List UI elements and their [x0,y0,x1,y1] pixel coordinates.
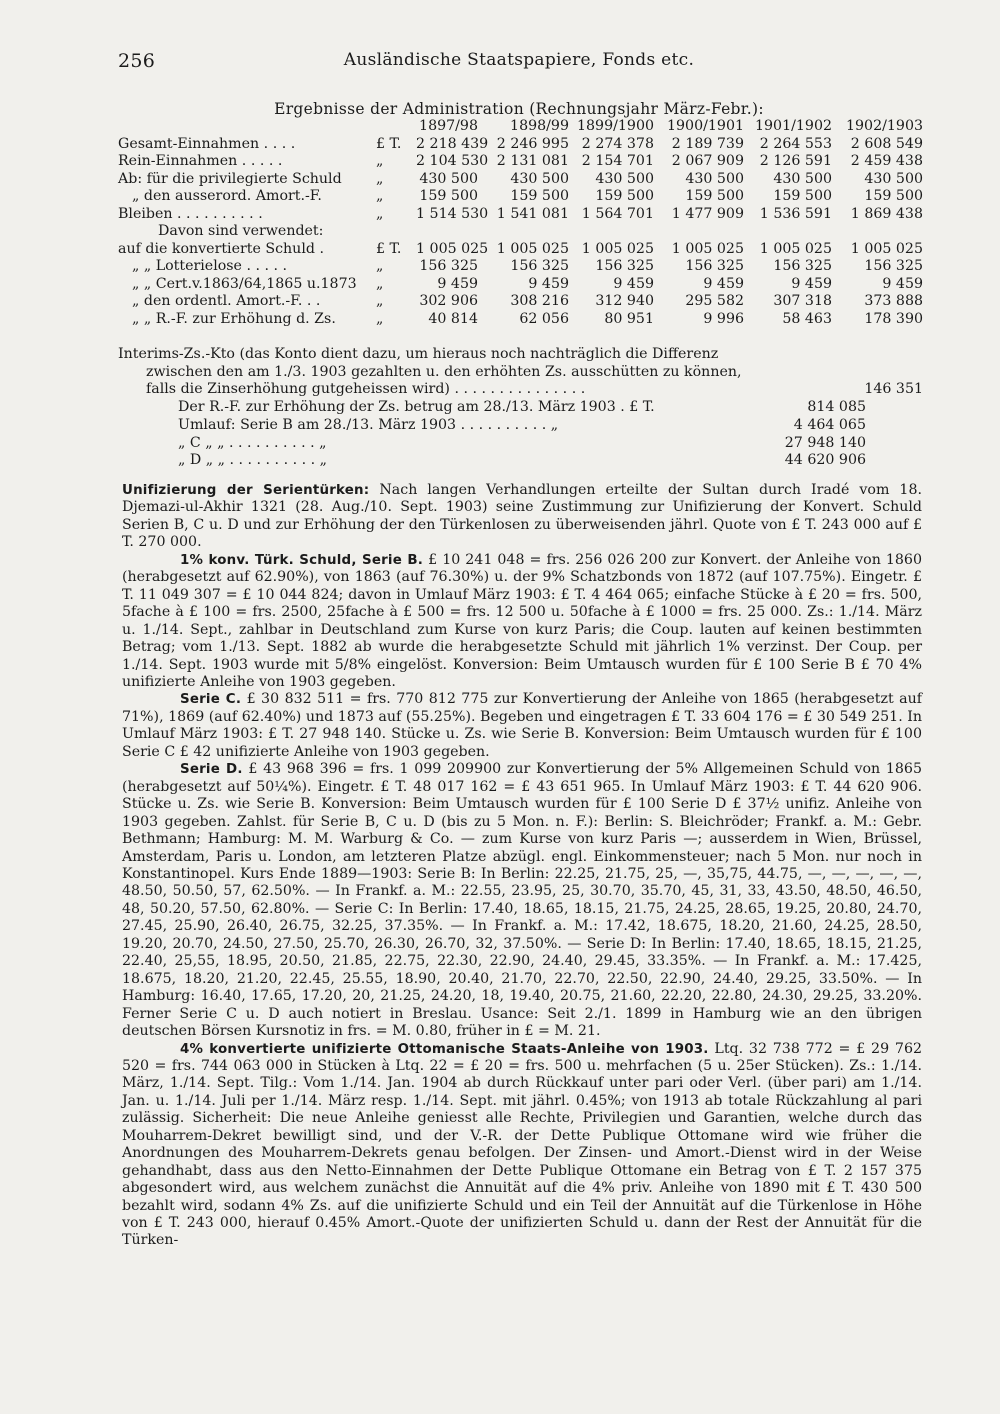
interims-line-1: Interims-Zs.-Kto (das Konto dient dazu, um hieraus noch nachträglich die Differenz [118,346,719,362]
row-value: 302 906 [419,293,478,309]
row-value: 156 325 [773,258,832,274]
row-value: 1 541 081 [496,205,569,222]
heading-unifizierung: Unifizierung der Serientürken: [122,483,370,498]
year-header: 1899/1900 [577,118,654,134]
row-value: 1 514 530 [416,205,489,222]
paragraph-serie-d [122,761,922,1040]
text-anleihe-1903: Ltq. 32 738 772 = £ 29 762 520 = frs. 744 063 000 in Stücken à Ltq. 22 = £ 20 = frs. 500 u. mehrfachen (5 u. 25er Stücken). Zs.: 1./14. März, 1./14. Sept. Tilg.: Vom 1./14. Jan. 1904 ab durch Rückkauf unter pari oder Verl. (über pari) am 1./14. Jan. u. 1./14. Juli per 1./14. März resp. 1./14. Sept. mit jährl. 0.45%; von 1913 ab totale Rückzahlung al pari zulässig. Sicherheit: Die neue Anleihe geniesst alle Rechte, Privilegien und Garantien, welche durch das Mouharrem-Dekret bewilligt sind, und der V.-R. der Dette Publique Ottomane wird wie früher die Anordnungen des Mouharrem-Dekrets genau befolgen. Der Zinsen- und Amort.-Dienst wird in der Weise gehandhabt, dass aus den Netto-Einnahmen der Dette Publique Ottomane ein Betrag von £ T. 2 157 375 abgesondert wird, aus welchem zunächst die Annuität auf die 4% priv. Anleihe von 1890 mit £ T. 430 500 bezahlt wird, sodann 4% Zs. auf die unifizierte Schuld und ein Teil der Annuität auf die Türkenlose in Höhe von £ T. 243 000, hierauf 0.45% Amort.-Quote der unifizierten Schuld u. dann der Rest der Annuität für die Türken- [122,1040,922,1249]
row-value: 156 325 [419,258,478,274]
row-value: 430 500 [685,170,744,187]
row-value: 430 500 [773,170,832,187]
row-value: 1 005 025 [759,240,832,257]
row-unit: „ [376,205,384,222]
row-value: 156 325 [595,258,654,274]
row-unit: „ [376,258,384,274]
row-value: 58 463 [782,310,832,327]
page-number: 256 [118,50,156,72]
heading-serie-b: 1% konv. Türk. Schuld, Serie B. [180,552,424,568]
row-unit: „ [376,275,384,292]
year-header: 1897/98 [419,118,478,134]
header-spacer [376,118,416,136]
text-serie-b: £ 10 241 048 = frs. 256 026 200 zur Konvert. der Anleihe von 1860 (herabgesetzt auf 62.90%), von 1863 (auf 76.30%) u. der 9% Schatzbonds von 1872 (auf 107.75%). Eingetr. £ T. 11 049 307 = £ 10 044 824; davon in Umlauf März 1903: £ T. 4 464 065; einfache Stücke à £ 20 = frs. 500, 5fache à £ 100 = frs. 2500, 25fache à £ 500 = frs. 12 500 u. 50fache à £ 1000 = frs. 25 000. Zs.: 1./14. März u. 1./14. Sept., zahlbar in Deutschland zum Kurse von kurz Paris; die Coup. lauten auf keinen bestimmten Betrag; vom 1./13. Sept. 1882 ab wurde die herabgesetzte Schuld mit jährlich 1% verzinst. Der Coup. per 1./14. Sept. 1903 wurde mit 5/8% eingelöst. Konversion: Beim Umtausch wurden für £ 100 Serie B £ 70 4% unifizierte Anleihe von 1903 gegeben. [122,551,922,690]
row-label: „ den ausserord. Amort.-F. [132,188,322,204]
row-value: 2 264 553 [759,135,832,152]
reserve-row [178,452,866,470]
page-header [118,50,920,76]
row-value: 1 005 025 [496,240,569,257]
paragraph-unifizierung [122,482,922,552]
year-header: 1901/1902 [755,118,832,134]
row-value: 80 951 [604,310,654,327]
row-value: 159 500 [595,188,654,204]
row-value: 2 104 530 [416,153,489,169]
reserve-value: 27 948 140 [784,434,866,451]
row-value: 9 459 [703,275,744,292]
paragraph-anleihe-1903 [122,1041,922,1250]
subheading: Davon sind verwendet: [158,223,324,239]
row-value: 430 500 [864,170,923,187]
row-value: 156 325 [864,258,923,274]
row-unit: „ [376,310,384,327]
row-unit: „ [376,293,384,309]
row-value: 2 608 549 [850,135,923,152]
row-label: „ „ R.-F. zur Erhöhung d. Zs. [132,310,336,327]
row-value: 178 390 [864,310,923,327]
row-value: 2 067 909 [671,153,744,169]
interims-note [118,346,923,399]
reserve-label: „ C „ „ . . . . . . . . . . „ [178,434,327,451]
row-value: 9 996 [703,310,744,327]
table-row [118,136,923,154]
row-value: 159 500 [510,188,569,204]
body-text [122,482,922,1250]
heading-anleihe-1903: 4% konvertierte unifizierte Ottomanische Staats-Anleihe von 1903. [180,1041,709,1057]
interims-line-3: falls die Zinserhöhung gutgeheissen wird) . . . . . . . . . . . . . . . [146,381,586,397]
row-value: 312 940 [595,293,654,309]
table-row [118,276,923,294]
row-value: 159 500 [685,188,744,204]
reserve-value: 4 464 065 [793,416,866,433]
row-label: „ den ordentl. Amort.-F. . . [132,293,321,309]
row-value: 9 459 [437,275,478,292]
text-serie-d: £ 43 968 396 = frs. 1 099 209900 zur Konvertierung der 5% Allgemeinen Schuld von 1865 (herabgesetzt auf 50¼%). Eingetr. £ T. 48 017 162 = £ 43 651 965. In Umlauf März 1903: £ T. 44 620 906. Stücke u. Zs. wie Serie B. Konversion: Beim Umtausch wurden für £ 100 Serie D £ 37½ unifiz. Anleihe von 1903 gegeben. Zahlst. für Serie B, C u. D (bis zu 5 Mon. n. F.): Berlin: S. Bleichröder; Frankf. a. M.: Gebr. Bethmann; Hamburg: M. M. Warburg & Co. — zum Kurse von kurz Paris —; ausserdem in Wien, Brüssel, Amsterdam, Paris u. London, am letzteren Platze abzügl. engl. Einkommensteuer; nach 5 Mon. nur noch in Konstantinopel. Kurs Ende 1889—1903: Serie B: In Berlin: 22.25, 21.75, 25, —, 35,75, 44.75, —, —, —, —, —, 48.50, 50.50, 57, 62.50%. — In Frankf. a. M.: 22.55, 23.95, 25, 30.70, 35.70, 45, 31, 33, 43.50, 48.50, 46.50, 48, 50.20, 57.50, 62.80%. — Serie C: In Berlin: 17.40, 18.65, 18.15, 21.75, 24.25, 28.65, 19.25, 20.80, 24.70, 27.45, 25.90, 26.40, 26.75, 32.25, 37.35%. — In Frankf. a. M.: 17.42, 18.675, 18.20, 21.60, 24.25, 28.50, 19.20, 20.70, 24.50, 27.50, 25.70, 26.30, 26.70, 32, 37.50%. — Serie D: In Berlin: 17.40, 18.65, 18.15, 21.25, 22.40, 25,55, 18.95, 20.50, 21.85, 22.75, 22.30, 22.90, 24.40, 29.45, 33.35%. — In Frankf. a. M.: 17.425, 18.675, 18.20, 21.20, 22.45, 25.55, 18.90, 20.40, 21.70, 22.70, 22.50, 22.90, 24.40, 29.25, 33.50%. — In Hamburg: 16.40, 17.65, 17.20, 20, 21.25, 24.20, 18, 19.40, 20.75, 21.60, 22.20, 22.80, 24.30, 29.25, 33.20%. Ferner Serie C u. D auch notiert in Breslau. Usance: Seit 2./1. 1899 in Hamburg wie an den übrigen deutschen Börsen Kursnotiz in frs. = M. 0.80, früher in £ = M. 21. [122,761,922,1040]
text-serie-c: £ 30 832 511 = frs. 770 812 775 zur Konvertierung der Anleihe von 1865 (herabgesetzt auf 71%), 1869 (auf 62.40%) und 1873 auf (55.25%). Begeben und eingetragen £ T. 33 604 176 = £ 30 549 251. In Umlauf März 1903: £ T. 27 948 140. Stücke u. Zs. wie Serie B. Konversion: Beim Umtausch wurden für £ 100 Serie C £ 42 unifizierte Anleihe von 1903 gegeben. [122,691,922,760]
row-value: 307 318 [773,293,832,309]
year-header: 1898/99 [510,118,569,134]
table-row [118,241,923,259]
row-value: 2 274 378 [581,135,654,152]
table-title: Ergebnisse der Administration (Rechnungsjahr März-Febr.): [274,100,764,118]
row-value: 159 500 [864,188,923,204]
row-value: 308 216 [510,293,569,309]
row-value: 373 888 [864,293,923,309]
row-value: 1 869 438 [850,205,923,222]
row-label: Ab: für die privilegierte Schuld [118,170,342,187]
table-row [118,171,923,189]
reserve-value: 44 620 906 [784,452,866,469]
paragraph-serie-b [122,552,922,692]
row-value: 2 459 438 [850,153,923,169]
interims-total-row [118,381,923,399]
subheading-row [118,223,923,241]
reserve-row [178,417,866,435]
table-row [118,311,923,329]
administration-results-table [118,118,923,328]
reserve-label: Der R.-F. zur Erhöhung der Zs. betrug am 28./13. März 1903 . £ T. [178,399,655,415]
reserve-label: „ D „ „ . . . . . . . . . . „ [178,452,328,469]
reserve-and-circulation [178,399,866,470]
row-value: 295 582 [685,293,744,309]
row-value: 159 500 [773,188,832,204]
row-value: 159 500 [419,188,478,204]
interims-value: 146 351 [864,381,923,397]
row-label: Gesamt-Einnahmen . . . . [118,135,296,152]
row-value: 2 126 591 [759,153,832,169]
row-value: 430 500 [510,170,569,187]
row-value: 62 056 [519,310,569,327]
row-value: 2 189 739 [671,135,744,152]
table-row [118,153,923,171]
row-unit: „ [376,153,384,169]
row-value: 1 005 025 [581,240,654,257]
row-value: 9 459 [528,275,569,292]
row-value: 430 500 [419,170,478,187]
row-value: 1 005 025 [671,240,744,257]
row-label: Bleiben . . . . . . . . . . [118,205,263,222]
row-unit: £ T. [376,135,402,152]
row-value: 156 325 [685,258,744,274]
table-row [118,188,923,206]
row-unit: „ [376,170,384,187]
row-value: 1 564 701 [581,205,654,222]
row-value: 40 814 [428,310,478,327]
reserve-row [178,399,866,417]
row-value: 2 154 701 [581,153,654,169]
row-value: 1 477 909 [671,205,744,222]
row-label: Rein-Einnahmen . . . . . [118,153,283,169]
reserve-label: Umlauf: Serie B am 28./13. März 1903 . . . . . . . . . . „ [178,416,559,433]
row-value: 9 459 [791,275,832,292]
reserve-row [178,435,866,453]
row-label: auf die konvertierte Schuld . [118,240,324,257]
row-value: 156 325 [510,258,569,274]
row-value: 2 131 081 [496,153,569,169]
running-title: Ausländische Staatspapiere, Fonds etc. [343,50,695,70]
row-value: 1 005 025 [416,240,489,257]
row-value: 1 005 025 [850,240,923,257]
header-spacer [118,118,376,136]
interims-line-2: zwischen den am 1./3. 1903 gezahlten u. den erhöhten Zs. ausschütten zu können, [146,363,742,380]
row-value: 9 459 [882,275,923,292]
row-unit: £ T. [376,240,402,257]
table-row [118,258,923,276]
table-row [118,293,923,311]
heading-serie-c: Serie C. [180,692,242,708]
year-header-row [118,118,923,136]
row-label: „ „ Lotterielose . . . . . [132,258,288,274]
year-header: 1900/1901 [667,118,744,134]
row-value: 430 500 [595,170,654,187]
year-header: 1902/1903 [846,118,923,134]
paragraph-serie-c [122,691,922,761]
row-value: 2 218 439 [416,135,489,152]
row-value: 2 246 995 [496,135,569,152]
row-unit: „ [376,188,384,204]
reserve-value: 814 085 [807,399,866,415]
row-value: 1 536 591 [759,205,832,222]
table-row [118,206,923,224]
text-unifizierung: Nach langen Verhandlungen erteilte der Sultan durch Iradé vom 18. Djemazi-ul-Akhir 1321 (28. Aug./10. Sept. 1903) seine Zustimmung zur Unifizierung der Konvert. Schuld Serien B, C u. D und zur Erhöhung der den Türkenlosen zu überweisenden jährl. Quote von £ T. 243 000 auf £ T. 270 000. [122,482,922,551]
row-value: 9 459 [613,275,654,292]
row-label: „ „ Cert.v.1863/64,1865 u.1873 [132,275,357,292]
heading-serie-d: Serie D. [180,762,243,778]
